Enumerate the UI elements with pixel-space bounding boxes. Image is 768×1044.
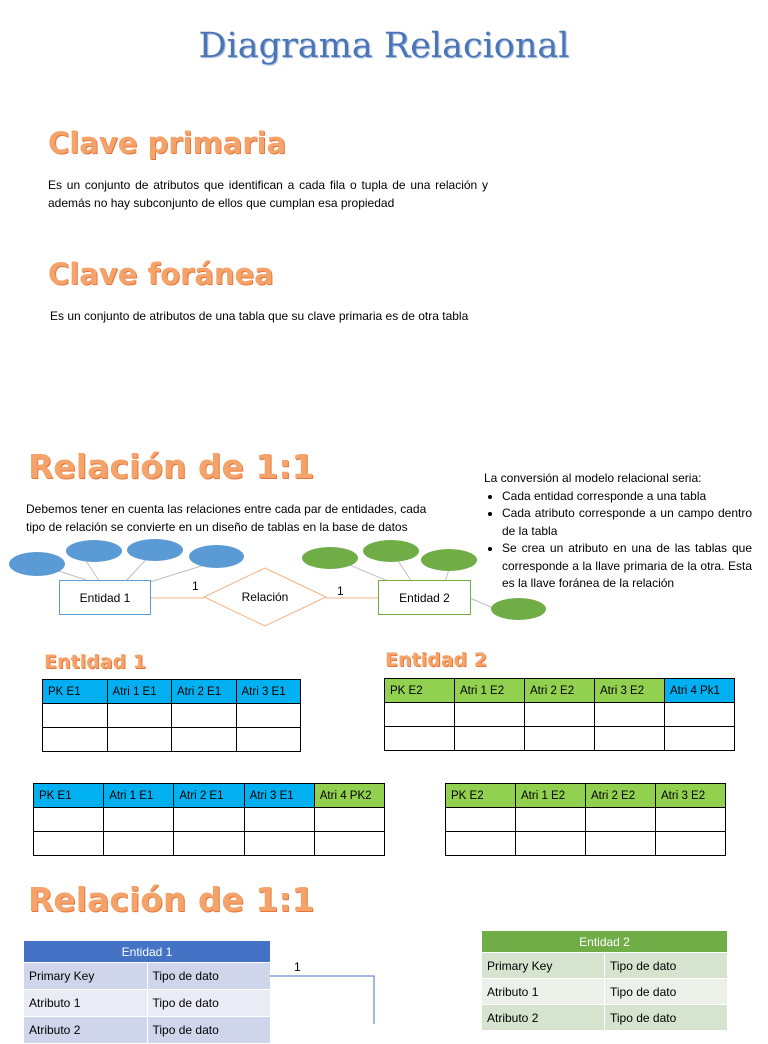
entidad2-table [384, 678, 735, 751]
entidad2-plain-table [445, 783, 726, 856]
schema-field: Primary Key [24, 963, 148, 990]
table-row [24, 963, 271, 990]
attribute-ellipse-blue [127, 539, 183, 561]
schema-type: Tipo de dato [147, 1017, 271, 1044]
schema-field: Primary Key [482, 953, 605, 979]
schema-type: Tipo de dato [147, 990, 271, 1017]
table-row [24, 990, 271, 1017]
attribute-ellipse-green [363, 540, 419, 562]
relation-label: Relación [241, 590, 289, 604]
table-row [446, 832, 726, 856]
table-row [482, 979, 728, 1005]
entidad1-table [42, 679, 301, 752]
page-title: Diagrama Relacional [198, 26, 570, 66]
table-row [43, 704, 301, 728]
entidad2-table-label: Entidad 2 [385, 649, 487, 671]
clave-foranea-heading: Clave foránea [48, 257, 274, 291]
schema-field: Atributo 1 [482, 979, 605, 1005]
table-header-cell: Atri 1 E1 [107, 680, 172, 704]
table-row [24, 1017, 271, 1044]
table-row [446, 808, 726, 832]
table-header-cell: Atri 1 E2 [516, 784, 586, 808]
clave-primaria-text: Es un conjunto de atributos que identifican a cada fila o tupla de una relación y además no hay subconjunto de ellos que cumplan esa propiedad [48, 178, 488, 210]
entity1-schema-table [23, 940, 271, 1044]
schema-field: Atributo 2 [482, 1005, 605, 1031]
cardinality-right: 1 [337, 584, 344, 598]
entidad1-table-label: Entidad 1 [44, 651, 146, 673]
table-header-cell: Atri 2 E1 [174, 784, 244, 808]
clave-foranea-text: Es un conjunto de atributos de una tabla que su clave primaria es de otra tabla [50, 309, 469, 323]
table-header-cell: PK E1 [43, 680, 108, 704]
table-header-cell: Atri 3 E2 [595, 679, 665, 703]
table-row [482, 953, 728, 979]
table-header-cell: Atri 1 E1 [104, 784, 174, 808]
schema-table-title: Entidad 1 [24, 941, 271, 963]
table-header-cell: Atri 2 E1 [172, 680, 237, 704]
schema-type: Tipo de dato [605, 953, 728, 979]
relacion-heading: Relación de 1:1 [28, 447, 315, 486]
table-row [34, 808, 385, 832]
table-header-cell: Atri 3 E1 [244, 784, 314, 808]
table-header-cell-fk: Atri 4 PK2 [314, 784, 384, 808]
table-header-cell: PK E2 [385, 679, 455, 703]
attribute-ellipse-blue [9, 552, 65, 576]
table-header-cell-fk: Atri 4 Pk1 [665, 679, 735, 703]
attribute-ellipse-green [421, 549, 477, 571]
schema-field: Atributo 2 [24, 1017, 148, 1044]
clave-primaria-heading: Clave primaria [48, 126, 287, 160]
table-header-cell: Atri 3 E2 [656, 784, 726, 808]
schema-table-title: Entidad 2 [482, 931, 728, 953]
attribute-ellipse-green [302, 547, 358, 569]
relacion-heading-2: Relación de 1:1 [28, 880, 315, 919]
cardinality-left: 1 [192, 579, 199, 593]
cardinality-label: 1 [294, 960, 301, 974]
attribute-ellipse-green [491, 598, 546, 620]
table-header-cell: Atri 1 E2 [455, 679, 525, 703]
schema-type: Tipo de dato [147, 963, 271, 990]
table-header-cell: Atri 3 E1 [236, 680, 301, 704]
table-header-cell: Atri 2 E2 [525, 679, 595, 703]
conversion-point: • Cada entidad corresponde a una tabla [502, 488, 752, 506]
entity1-box: Entidad 1 [59, 580, 151, 615]
table-header-cell: PK E1 [34, 784, 104, 808]
table-row [34, 832, 385, 856]
attribute-ellipse-blue [66, 540, 122, 562]
schema-type: Tipo de dato [605, 1005, 728, 1031]
table-row [385, 727, 735, 751]
table-row [43, 728, 301, 752]
table-header-cell: Atri 2 E2 [586, 784, 656, 808]
schema-field: Atributo 1 [24, 990, 148, 1017]
relacion-intro: Debemos tener en cuenta las relaciones entre cada par de entidades, cada tipo de relación se convierte en un diseño de tablas en la base de datos [26, 502, 427, 534]
entidad1-fk-table [33, 783, 385, 856]
attribute-ellipse-blue [189, 545, 244, 568]
entity2-box: Entidad 2 [378, 580, 471, 615]
table-row [385, 703, 735, 727]
table-row [482, 1005, 728, 1031]
relationship-connector [270, 960, 390, 1024]
schema-type: Tipo de dato [605, 979, 728, 1005]
conversion-point: • Cada atributo corresponde a un campo dentro de la tabla [502, 505, 752, 540]
conversion-point: • Se crea un atributo en una de las tablas que corresponde a la llave primaria de la otra. Esta es la llave foránea de la relación [502, 540, 752, 593]
conversion-title: La conversión al modelo relacional seria: [484, 471, 702, 485]
entity2-schema-table [481, 930, 728, 1031]
table-header-cell: PK E2 [446, 784, 516, 808]
